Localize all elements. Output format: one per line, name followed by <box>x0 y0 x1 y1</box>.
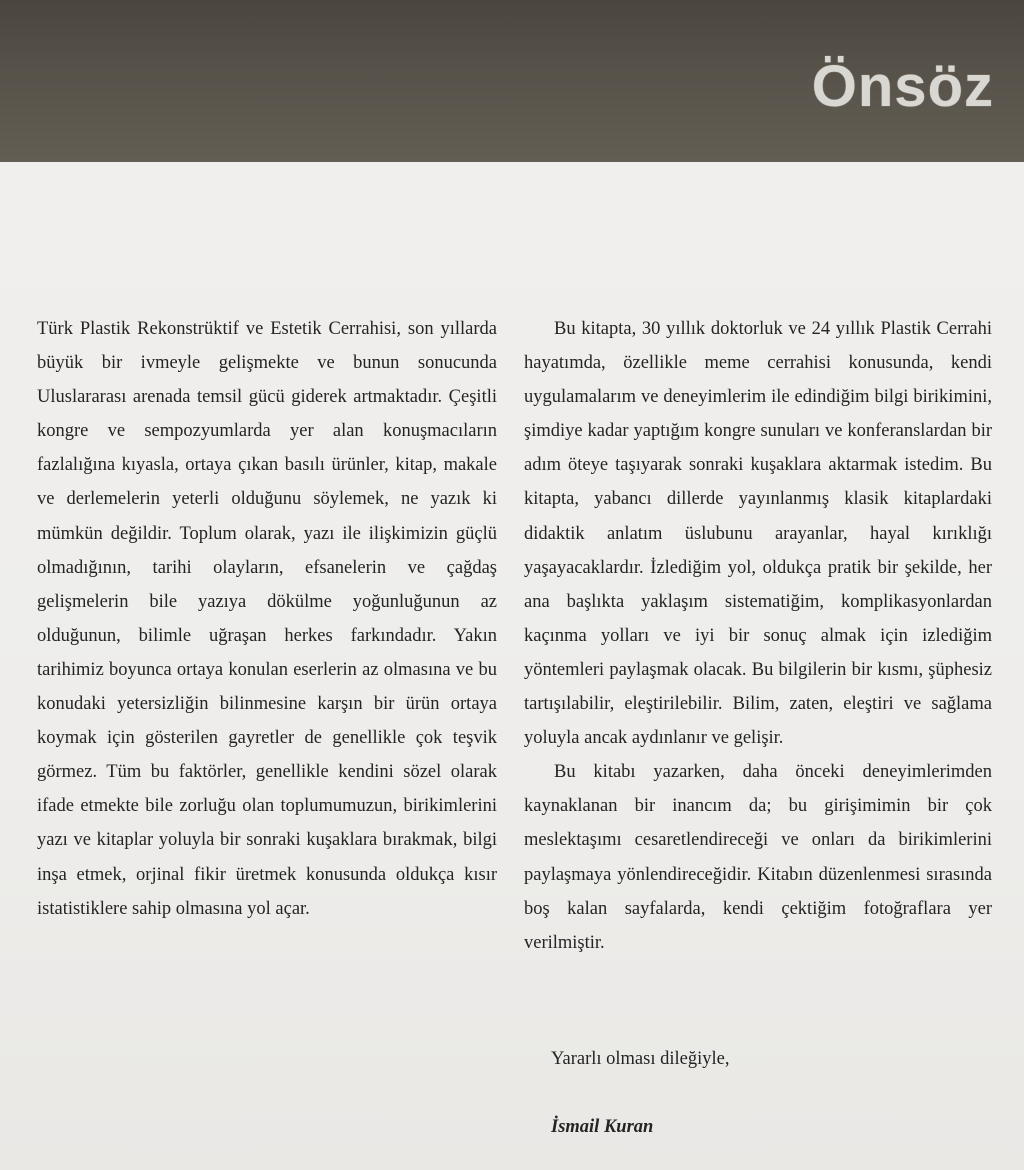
page-title: Önsöz <box>811 54 994 119</box>
author-signature: İsmail Kuran <box>551 1117 654 1137</box>
left-column <box>37 312 497 926</box>
header-band <box>0 0 1024 162</box>
right-paragraph-1: Bu kitapta, 30 yıllık doktorluk ve 24 yıllık Plastik Cerrahi hayatımda, özellikle meme cerrahisi konusunda, kendi uygulamalarım ve deneyimlerim ile edindiğim bilgi birikimini, şimdiye kadar yaptığım kongre sunuları ve konferanslardan bir adım öteye taşıyarak sonraki kuşaklara aktarmak istedim. Bu kitapta, yabancı dillerde yayınlanmış klasik kitaplardaki didaktik anlatım üslubunu arayanlar, hayal kırıklığı yaşayacaklardır. İzlediğim yol, oldukça pratik bir şekilde, her ana başlıkta yaklaşım sistematiğim, komplikasyonlardan kaçınma yolları ve iyi bir sonuç almak için izlediğim yöntemleri paylaşmak olacak. Bu bilgilerin bir kısmı, şüphesiz tartışılabilir, eleştirilebilir. Bilim, zaten, eleştiri ve sağlama yoluyla ancak aydınlanır ve gelişir. <box>524 319 992 749</box>
closing-line: Yararlı olması dileğiyle, <box>551 1049 730 1069</box>
right-paragraph-2: Bu kitabı yazarken, daha önceki deneyimlerimden kaynaklanan bir inancım da; bu girişimimin bir çok meslektaşımı cesaretlendireceği ve onları da birikimlerini paylaşmaya yönlendireceğidir. Kitabın düzenlenmesi sırasında boş kalan sayfalarda, kendi çektiğim fotoğraflara yer verilmiştir. <box>524 762 992 953</box>
left-paragraph-1: Türk Plastik Rekonstrüktif ve Estetik Cerrahisi, son yıllarda büyük bir ivmeyle gelişmekte ve bunun sonucunda Uluslararası arenada temsil gücü giderek artmaktadır. Çeşitli kongre ve sempozyumlarda yer alan konuşmacıların fazlalığına kıyasla, ortaya çıkan basılı ürünler, kitap, makale ve derlemelerin yeterli olduğunu söylemek, ne yazık ki mümkün değildir. Toplum olarak, yazı ile ilişkimizin güçlü olmadığının, tarihi olayların, efsanelerin ve çağdaş gelişmelerin bile yazıya dökülme yoğunluğunun az olduğunun, bilimle uğraşan herkes farkındadır. Yakın tarihimiz boyunca ortaya konulan eserlerin az olmasına ve bu konudaki yetersizliğin bilinmesine karşın bir ürün ortaya koymak için gösterilen gayretler de genellikle çok teşvik görmez. Tüm bu faktörler, genellikle kendini sözel olarak ifade etmekte bile zorluğu olan toplumumuzun, birikimlerini yazı ve kitaplar yoluyla bir sonraki kuşaklara bırakmak, bilgi inşa etmek, orjinal fikir üretmek konusunda oldukça kısır istatistiklere sahip olmasına yol açar. <box>37 319 497 919</box>
right-column <box>524 312 992 960</box>
